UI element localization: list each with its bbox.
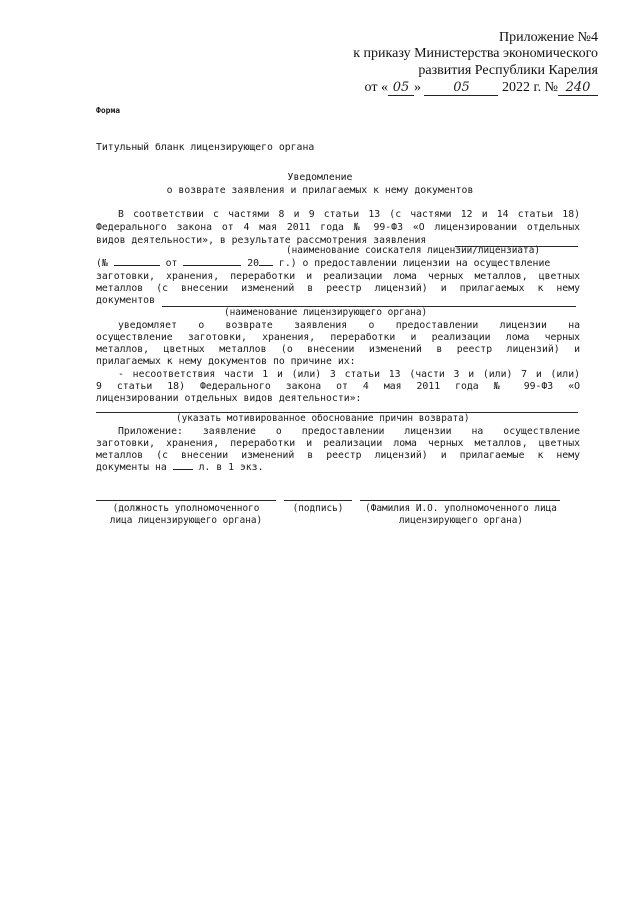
p1-line2: Федерального закона от 4 мая 2011 года № 99-ФЗ «О лицензировании отдельных [96, 222, 580, 233]
p2-line1: уведомляет о возврате заявления о предоставлении лицензии на [118, 320, 580, 331]
date-month: 05 [424, 80, 498, 96]
p2-line4: прилагаемых к нему документов по причине их: [96, 356, 356, 367]
p4-line1: Приложение: заявление о предоставлении лицензии на осуществление [118, 426, 580, 437]
p1-line1: В соответствии с частями 8 и 9 статьи 13 (с частями 12 и 14 статьи 18) [118, 209, 580, 220]
num-blank [114, 265, 160, 266]
year-prefix: 20 [247, 258, 260, 269]
date-blank [183, 265, 241, 266]
year-blank [259, 265, 273, 266]
p1-line4 [96, 258, 550, 269]
from-label: от [165, 258, 178, 269]
appendix-date-line [365, 80, 598, 96]
doc-subtitle: о возврате заявления и прилагаемых к нему документов [166, 185, 474, 196]
p1-line7: документов [96, 295, 155, 306]
title-blank-label: Титульный бланк лицензирующего органа [96, 142, 315, 153]
appendix-number: Приложение №4 [499, 30, 598, 45]
p3-line1: - несоответствия части 1 и (или) 3 статьи 13 (части 3 и (или) 7 и (или) [118, 369, 580, 380]
p1-line6: металлов (с внесении изменений в реестр лицензий) и прилагаемых к нему [96, 283, 580, 294]
date-mid: » [413, 80, 421, 95]
p4-line3: металлов (с внесении изменений в реестр лицензий) и прилагаемые к нему [96, 450, 580, 461]
num-prefix: (№ [96, 258, 108, 269]
caption-position-1: (должность уполномоченного [112, 503, 260, 514]
date-prefix: от « [364, 80, 388, 95]
date-suffix: 2022 г. № [501, 80, 558, 95]
caption-signature: (подпись) [292, 503, 344, 514]
appendix-ministry: развития Республики Карелия [418, 63, 598, 78]
form-label: Форма [96, 106, 121, 115]
appendix-order-ref: к приказу Министерства экономического [353, 46, 598, 61]
p1-line4-rest: г.) о предоставлении лицензии на осуществление [278, 258, 551, 269]
caption-reason: (указать мотивированное обоснование причин возврата) [176, 413, 470, 424]
p1-line3: видов деятельности», в результате рассмотрения заявления [96, 235, 427, 246]
signature-line [284, 500, 352, 501]
attach-prefix: документы на [96, 462, 167, 473]
p4-line2: заготовки, хранения, переработки и реализации лома черных металлов, цветных [96, 438, 580, 449]
doc-title: Уведомление [287, 172, 353, 183]
caption-position-2: лица лицензирующего органа) [109, 515, 263, 526]
attach-suffix: л. в 1 экз. [198, 462, 264, 473]
position-signature-line [96, 500, 276, 501]
p2-line3: металлов, цветных металлов (о внесении изменений в реестр лицензий) и [96, 344, 580, 355]
p1-line5: заготовки, хранения, переработки и реализации лома черных металлов, цветных [96, 271, 580, 282]
date-day: 05 [388, 80, 414, 96]
p4-line4 [96, 462, 263, 473]
caption-authority: (наименование лицензирующего органа) [224, 307, 428, 318]
caption-name-1: (Фамилия И.О. уполномоченного лица [365, 503, 557, 514]
p3-line2: 9 статьи 18) Федерального закона от 4 мая 2011 года № 99-ФЗ «О [96, 381, 580, 392]
p2-line2: осуществление заготовки, хранения, переработки и реализации лома черных [96, 332, 580, 343]
caption-name-2: лицензирующего органа) [398, 515, 524, 526]
pages-blank [173, 469, 193, 470]
p3-line3: лицензировании отдельных видов деятельности»: [96, 393, 362, 404]
order-number: 240 [558, 80, 598, 96]
caption-applicant: (наименование соискателя лицензии/лицензиата) [286, 245, 540, 256]
name-signature-line [360, 500, 560, 501]
